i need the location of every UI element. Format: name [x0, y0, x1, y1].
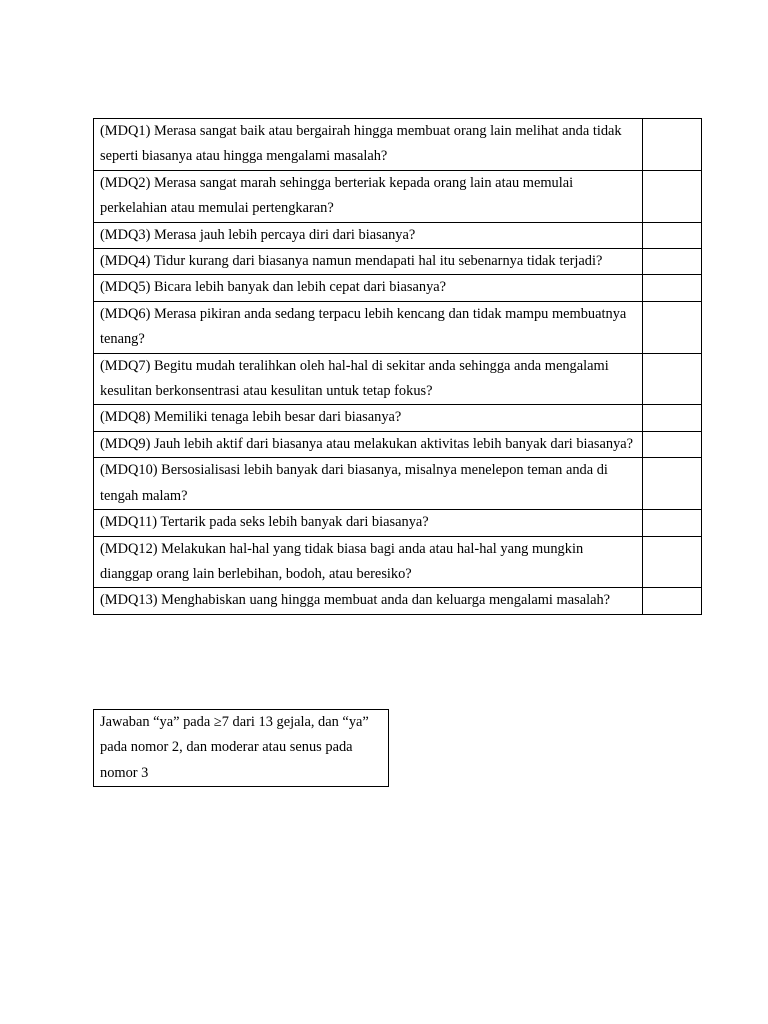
question-text: (MDQ1) Merasa sangat baik atau bergairah hingga membuat orang lain melihat anda tidak seperti biasanya atau hingga mengalami masalah? [94, 119, 643, 171]
question-text: (MDQ10) Bersosialisasi lebih banyak dari biasanya, misalnya menelepon teman anda di tengah malam? [94, 458, 643, 510]
answer-cell[interactable] [642, 588, 701, 614]
table-row [94, 119, 702, 171]
answer-cell[interactable] [642, 275, 701, 301]
table-row [94, 249, 702, 275]
table-row [94, 222, 702, 248]
answer-cell[interactable] [642, 301, 701, 353]
table-row [94, 510, 702, 536]
answer-cell[interactable] [642, 119, 701, 171]
table-row [94, 431, 702, 457]
answer-cell[interactable] [642, 510, 701, 536]
table-row [94, 588, 702, 614]
question-text: (MDQ2) Merasa sangat marah sehingga berteriak kepada orang lain atau memulai perkelahian atau memulai pertengkaran? [94, 170, 643, 222]
question-text: (MDQ4) Tidur kurang dari biasanya namun mendapati hal itu sebenarnya tidak terjadi? [94, 249, 643, 275]
question-text: (MDQ9) Jauh lebih aktif dari biasanya atau melakukan aktivitas lebih banyak dari biasanya? [94, 431, 643, 457]
table-row [94, 405, 702, 431]
table-row [94, 458, 702, 510]
answer-cell[interactable] [642, 353, 701, 405]
question-text: (MDQ13) Menghabiskan uang hingga membuat anda dan keluarga mengalami masalah? [94, 588, 643, 614]
answer-cell[interactable] [642, 222, 701, 248]
answer-cell[interactable] [642, 405, 701, 431]
answer-cell[interactable] [642, 431, 701, 457]
table-row [94, 275, 702, 301]
scoring-criteria-box [93, 709, 389, 787]
answer-cell[interactable] [642, 536, 701, 588]
answer-cell[interactable] [642, 249, 701, 275]
answer-cell[interactable] [642, 170, 701, 222]
table-row [94, 536, 702, 588]
mdq-question-table [93, 118, 702, 615]
question-text: (MDQ6) Merasa pikiran anda sedang terpacu lebih kencang dan tidak mampu membuatnya tenang? [94, 301, 643, 353]
table-row [94, 353, 702, 405]
table-row [94, 170, 702, 222]
question-text: (MDQ5) Bicara lebih banyak dan lebih cepat dari biasanya? [94, 275, 643, 301]
question-text: (MDQ12) Melakukan hal-hal yang tidak biasa bagi anda atau hal-hal yang mungkin dianggap orang lain berlebihan, bodoh, atau beresiko? [94, 536, 643, 588]
scoring-criteria-text: Jawaban “ya” pada ≥7 dari 13 gejala, dan “ya” pada nomor 2, dan moderar atau senus pada nomor 3 [100, 714, 369, 781]
question-text: (MDQ7) Begitu mudah teralihkan oleh hal-hal di sekitar anda sehingga anda mengalami kesulitan berkonsentrasi atau kesulitan untuk tetap fokus? [94, 353, 643, 405]
answer-cell[interactable] [642, 458, 701, 510]
question-text: (MDQ8) Memiliki tenaga lebih besar dari biasanya? [94, 405, 643, 431]
question-text: (MDQ3) Merasa jauh lebih percaya diri dari biasanya? [94, 222, 643, 248]
table-row [94, 301, 702, 353]
question-text: (MDQ11) Tertarik pada seks lebih banyak dari biasanya? [94, 510, 643, 536]
